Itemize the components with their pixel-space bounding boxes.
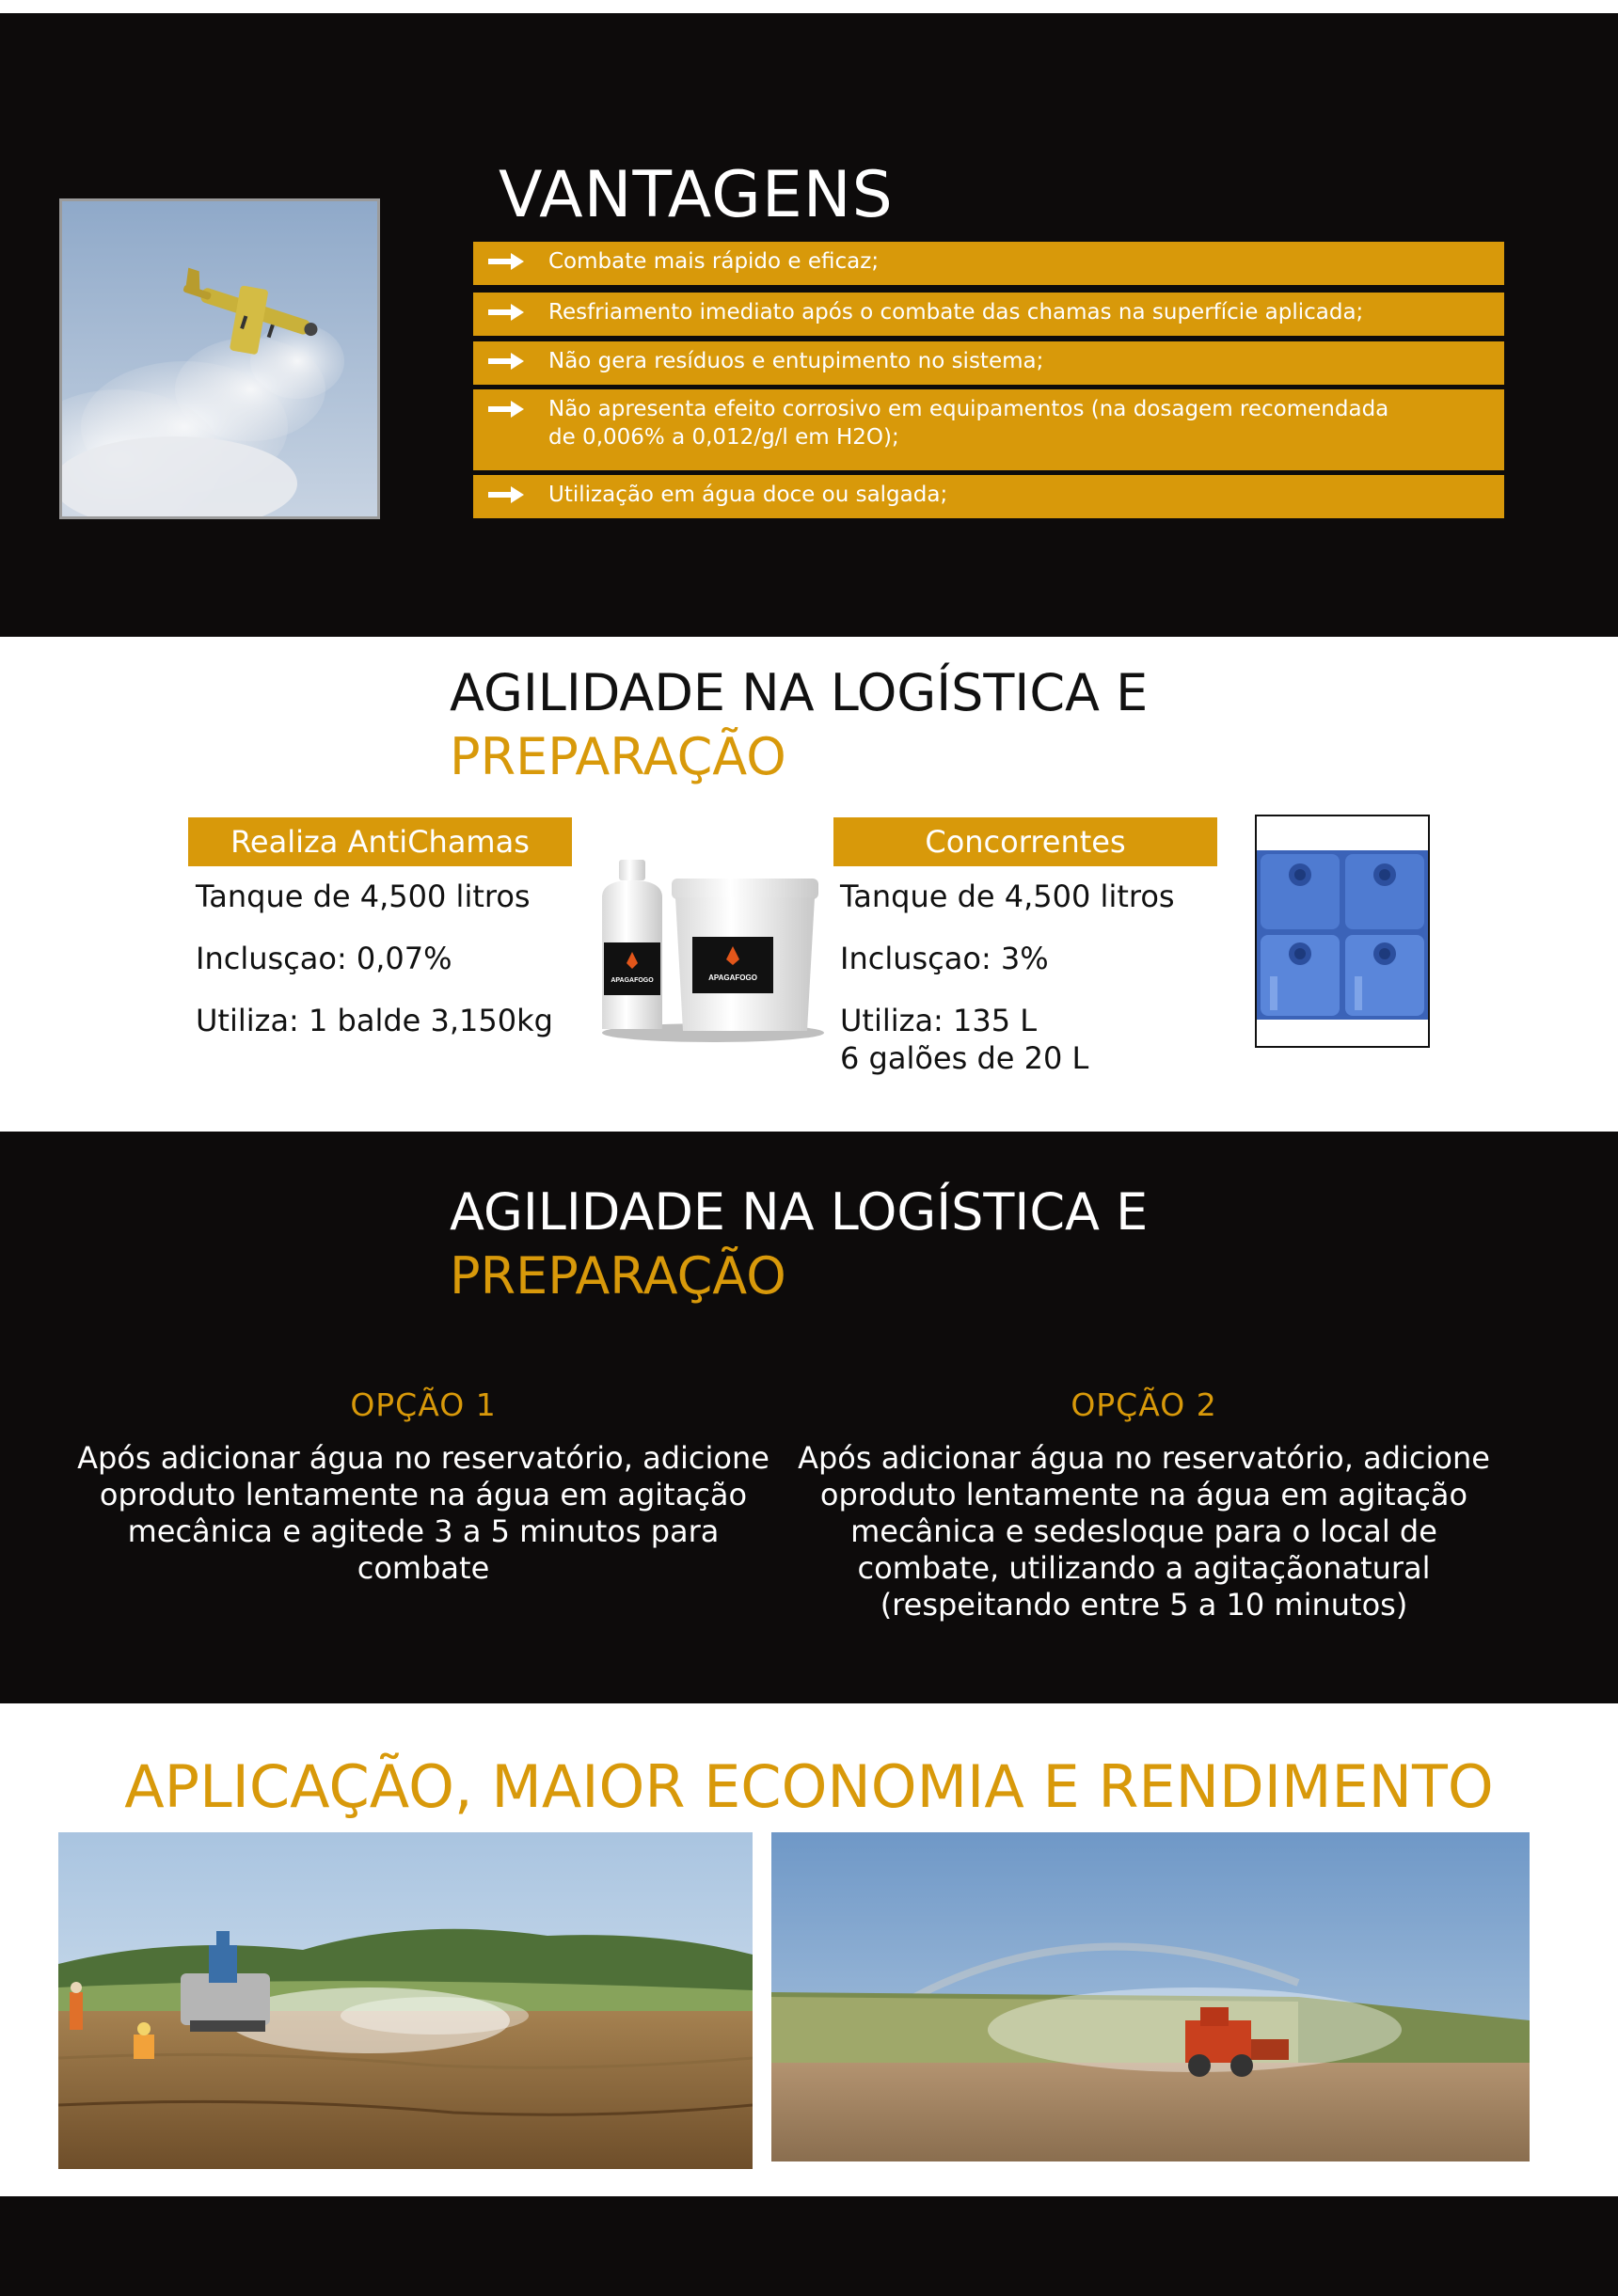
arrow-right-icon	[488, 351, 524, 372]
option1-line: mecânica e agitede 3 a 5 minutos para	[127, 1513, 720, 1549]
antichamas-usage: Utiliza: 1 balde 3,150kg	[196, 1003, 553, 1038]
option2-line: combate, utilizando a agitaçãonatural	[857, 1550, 1431, 1586]
option2-description	[786, 1440, 1501, 1623]
advantage-text: Utilização em água doce ou salgada;	[548, 483, 948, 507]
option1-line: combate	[357, 1550, 490, 1586]
heading-line2: PREPARAÇÃO	[450, 727, 786, 786]
option1-line: Após adicionar água no reservatório, adicione	[77, 1440, 769, 1476]
option2-line: mecânica e sedesloque para o local de	[850, 1513, 1437, 1549]
advantage-text: Não apresenta efeito corrosivo em equipamentos (na dosagem recomendada	[548, 397, 1389, 421]
blue-gallon-jugs-photo	[1255, 815, 1430, 1048]
arrow-right-icon	[488, 399, 524, 420]
competitor-usage-gallons: 6 galões de 20 L	[840, 1040, 1089, 1076]
firefighting-plane-photo	[59, 198, 380, 519]
competitor-inclusion: Inclusçao: 3%	[840, 941, 1049, 976]
footer-band	[0, 2196, 1618, 2296]
label-concorrentes: Concorrentes	[833, 817, 1217, 866]
option1-title: OPÇÃO 1	[350, 1386, 497, 1423]
arrow-right-icon	[488, 302, 524, 323]
advantage-item	[473, 341, 1504, 385]
arrow-right-icon	[488, 251, 524, 272]
advantage-item	[473, 242, 1504, 285]
option2-line: (respeitando entre 5 a 10 minutos)	[880, 1587, 1408, 1623]
application-title: APLICAÇÃO, MAIOR ECONOMIA E RENDIMENTO	[124, 1752, 1494, 1821]
arrow-right-icon	[488, 484, 524, 505]
option1-line: oproduto lentamente na água em agitação	[99, 1477, 748, 1512]
advantage-item	[473, 389, 1504, 470]
advantage-text: de 0,006% a 0,012/g/l em H2O);	[548, 425, 899, 450]
antichamas-tank: Tanque de 4,500 litros	[196, 879, 531, 914]
product-brand-label: APAGAFOGO	[708, 974, 757, 982]
competitor-tank: Tanque de 4,500 litros	[840, 879, 1175, 914]
advantage-item	[473, 475, 1504, 518]
option2-line: Após adicionar água no reservatório, adicione	[798, 1440, 1490, 1476]
advantage-text: Combate mais rápido e eficaz;	[548, 249, 880, 274]
label-antichamas: Realiza AntiChamas	[188, 817, 572, 866]
heading-line1: AGILIDADE NA LOGÍSTICA E	[450, 663, 1149, 722]
logistics-heading	[450, 661, 1148, 789]
field-spraying-photo-2	[771, 1832, 1530, 2161]
product-brand-label: APAGAFOGO	[611, 977, 654, 984]
advantage-text: Não gera resíduos e entupimento no sistema;	[548, 349, 1044, 373]
heading-line1: AGILIDADE NA LOGÍSTICA E	[450, 1182, 1149, 1242]
field-spraying-photo-1	[58, 1832, 753, 2169]
antichamas-inclusion: Inclusçao: 0,07%	[196, 941, 452, 976]
heading-line2: PREPARAÇÃO	[450, 1246, 786, 1306]
advantages-title: VANTAGENS	[499, 158, 894, 232]
option2-line: oproduto lentamente na água em agitação	[819, 1477, 1468, 1512]
product-bottle-bucket-image	[591, 856, 826, 1044]
option1-description	[66, 1440, 781, 1587]
advantage-item	[473, 293, 1504, 336]
advantage-text: Resfriamento imediato após o combate das chamas na superfície aplicada;	[548, 300, 1364, 325]
option2-title: OPÇÃO 2	[1071, 1386, 1217, 1423]
competitor-usage: Utiliza: 135 L	[840, 1003, 1038, 1038]
preparation-heading	[450, 1180, 1148, 1308]
